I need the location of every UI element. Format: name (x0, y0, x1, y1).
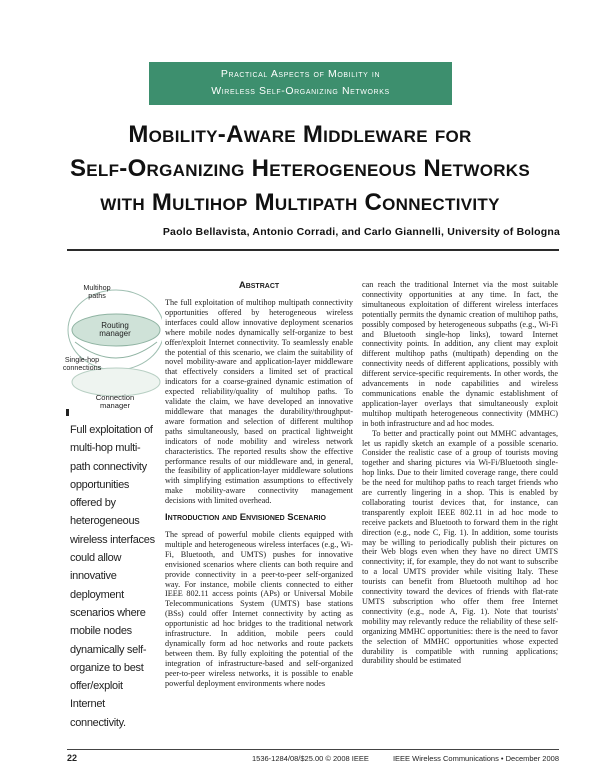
column-left (165, 280, 353, 689)
series-banner (149, 62, 452, 105)
page-footer (67, 753, 559, 767)
page-number: 22 (67, 753, 78, 763)
author-line: Paolo Bellavista, Antonio Corradi, and Carlo Giannelli, University of Bologna (162, 226, 560, 238)
connection-manager-label: Connection manager (95, 393, 135, 410)
routing-manager-label: Routing manager (99, 321, 131, 338)
title-divider (67, 249, 559, 251)
footer-divider (67, 749, 559, 750)
article-title (40, 118, 560, 220)
single-hop-label: Single-hop connections (62, 355, 102, 372)
issn-line: 1536-1284/08/$25.00 © 2008 IEEE (252, 754, 369, 763)
pull-quote: Full exploitation of multi-hop multi-path connectivity opportunities offered by heterogeneous wireless interfaces could allow innovative deployment scenarios where mobile nodes dynamically self-organize to best offer/exploit Internet connectivity. (70, 424, 155, 729)
abstract-text: The full exploitation of multihop multipath connectivity opportunities offered by heterogeneous wireless interfaces could allow innovative deployment scenarios where mobile nodes dynamically self-organize to best offer/exploit Internet connectivity. To seamlessly enable the potential of this scenario, we claim the suitability of novel mobility-aware and application-layer middleware that effectively considers a limited set of practical indicators for a coarse-grained dynamic estimation of expected reliability/quality of multihop paths. To validate the claim, we have developed an innovative middleware that manages the durability/throughput-aware formation and selection of different multihop paths simultaneously, based on practical lightweight indicators of node mobility and wireless network characteristics. The reported results show the effective performance results of our middleware and, in general, the feasibility of application-layer middleware solutions with simplifying estimation assumptions to effectively make mobility-aware connectivity management decisions with limited overhead. (165, 298, 353, 506)
pullquote-mark (66, 409, 69, 416)
multihop-label: Multihop paths (83, 283, 111, 300)
title-line-1: Mobility-Aware Middleware for (128, 121, 472, 148)
intro-heading: Introduction and Envisioned Scenario (165, 512, 326, 524)
journal-line: IEEE Wireless Communications • December 2008 (392, 754, 559, 763)
banner-line-2: Wireless Self-Organizing Networks (211, 85, 390, 97)
title-line-3: with Multihop Multipath Connectivity (100, 189, 500, 216)
intro-paragraph-1: The spread of powerful mobile clients equipped with multiple and heterogeneous wireless interfaces (e.g., Wi-Fi, Bluetooth, and UMTS) pushes for innovative envisioned scenarios where clients can both require and provide connectivity in a peer-to-peer self-organized way. For instance, mobile clients connected to either IEEE 802.11 access points (APs) or Universal Mobile Telecommunications System (UMTS) base stations (BSs) could offer Internet connectivity by acting as opportunistic ad hoc bridges to the traditional network infrastructure. In addition, mobile peers could dynamically form ad hoc networks and route packets between them. By fully exploiting the potential of the integration of infrastructure-based and self-organized peer-to-peer wireless networks, it is possible to enable powerful deployment environments where nodes (165, 530, 353, 688)
intro-paragraph-3: To better and practically point out MMHC advantages, let us rapidly sketch an example of a possible scenario. Consider the realistic case of a group of tourists moving together and sharing pictures via Wi-Fi/Bluetooth single-hop links. Due to their limited coverage range, there could be the need for multihop paths to reach target friends who are currently lingering in a shop. This is enabled by collaborating tourist devices that, for instance, can transparently exploit IEEE 802.11 in ad hoc mode to receive packets and Bluetooth to forward them in the right direction (e.g., node C, Fig. 1). In addition, some tourists may be willing to periodically publish their pictures on their Web blogs even when they have no direct UMTS connectivity; if, for example, they do not want to subscribe to a local UMTS provider while visiting Italy. These tourists can benefit from Bluetooth multihop ad hoc connectivity toward the devices of friends with flat-rate UMTS subscription who offer them free Internet connectivity (e.g., node A, Fig. 1). Note that tourists' mobility may relevantly reduce the reliability of these self-organizing MMHC opportunities: there is the need to favor the selection of MMHC opportunities whose expected durability is compatible with running applications; durability should be estimated (362, 428, 558, 666)
lower-ellipse (72, 368, 160, 396)
banner-line-1: Practical Aspects of Mobility in (220, 68, 381, 80)
column-right (362, 280, 558, 666)
middleware-figure (62, 282, 162, 412)
title-line-2: Self-Organizing Heterogeneous Networks (69, 155, 531, 182)
abstract-heading: Abstract (238, 280, 280, 291)
intro-paragraph-2: can reach the traditional Internet via the most suitable connectivity opportunities at any time. In fact, the simultaneous exploitation of different wireless interfaces potentially permits the dynamic creation of multihop paths, possibly composed by heterogeneous subpaths (e.g., Wi-Fi and Bluetooth single-hop links), toward Internet connectivity points. In addition, any client may exploit different multihop paths (multipath) depending on the connectivity needs of different applications, possibly with different service-specific requirements. In other words, the advancements in node capabilities and wireless communications enable the dynamic establishment of application-layer overlays that simultaneously exploit multihop multipath heterogeneous connectivity (MMHC) in both infrastructure and ad hoc modes. (362, 280, 558, 428)
